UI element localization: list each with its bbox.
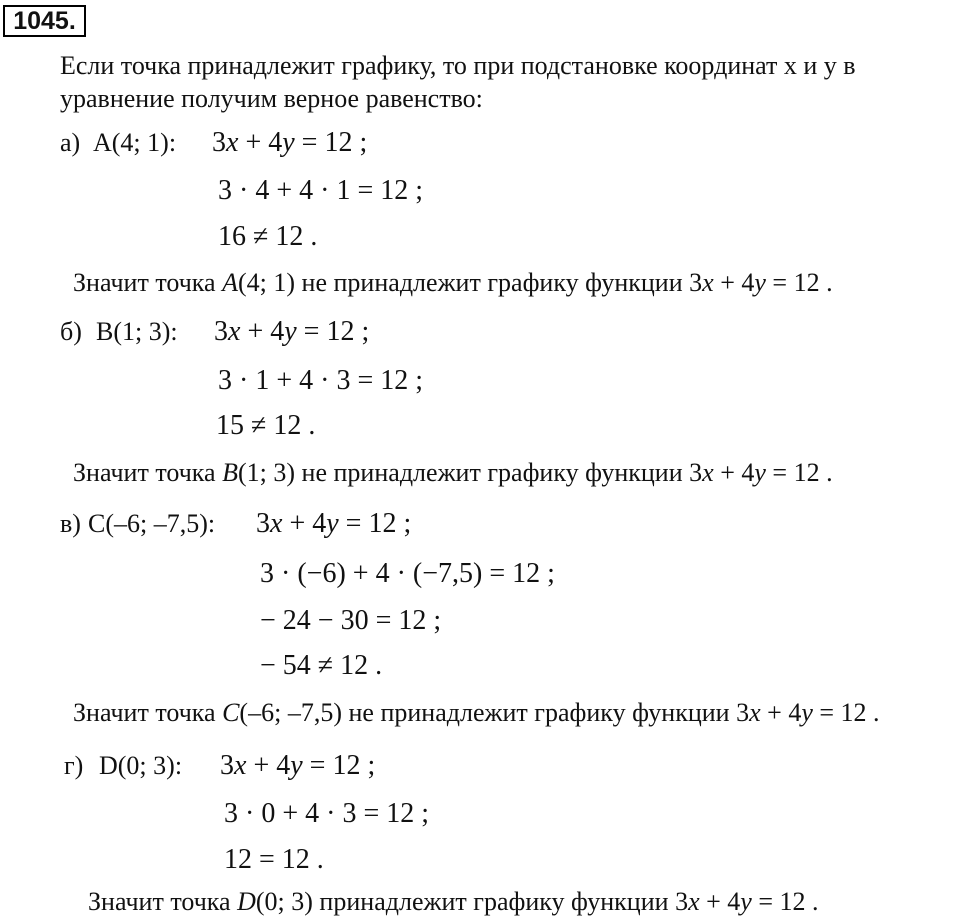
part-c-step-1: 3 · (−6) + 4 · (−7,5) = 12 ; <box>260 558 555 589</box>
part-a-label: а) <box>60 128 81 157</box>
part-c-step-3: − 54 ≠ 12 . <box>260 650 383 681</box>
part-c-label: в) <box>60 509 81 538</box>
part-d-conclusion: Значит точка D(0; 3) принадлежит графику функции 3x + 4y = 12 . <box>88 887 819 916</box>
part-b-conclusion: Значит точка B(1; 3) не принадлежит графику функции 3x + 4y = 12 . <box>73 458 833 487</box>
part-c-equation: 3x + 4y = 12 ; <box>256 508 412 539</box>
part-d-label: г) <box>64 751 84 780</box>
problem-number: 1045. <box>3 5 86 37</box>
part-d-step-2: 12 = 12 . <box>224 844 324 875</box>
part-d-equation: 3x + 4y = 12 ; <box>220 750 376 781</box>
intro-line-2: уравнение получим верное равенство: <box>60 84 483 113</box>
part-a-conclusion: Значит точка A(4; 1) не принадлежит графику функции 3x + 4y = 12 . <box>73 268 833 297</box>
part-d-point: D(0; 3): <box>99 751 183 780</box>
part-a-equation: 3x + 4y = 12 ; <box>212 127 368 158</box>
part-a-point: A(4; 1): <box>93 128 177 157</box>
part-b-equation: 3x + 4y = 12 ; <box>214 316 370 347</box>
intro-line-1: Если точка принадлежит графику, то при подстановке координат x и y в <box>60 51 856 80</box>
part-a-step-1: 3 · 4 + 4 · 1 = 12 ; <box>218 175 424 206</box>
part-d-step-1: 3 · 0 + 4 · 3 = 12 ; <box>224 798 430 829</box>
part-c-point: C(–6; –7,5): <box>88 509 216 538</box>
part-b-step-2: 15 ≠ 12 . <box>216 410 316 441</box>
part-c-conclusion: Значит точка C(–6; –7,5) не принадлежит графику функции 3x + 4y = 12 . <box>73 698 880 727</box>
part-c-step-2: − 24 − 30 = 12 ; <box>260 605 442 636</box>
part-b-point: B(1; 3): <box>96 317 178 346</box>
part-b-step-1: 3 · 1 + 4 · 3 = 12 ; <box>218 365 424 396</box>
part-a-step-2: 16 ≠ 12 . <box>218 221 318 252</box>
part-b-label: б) <box>60 317 82 346</box>
